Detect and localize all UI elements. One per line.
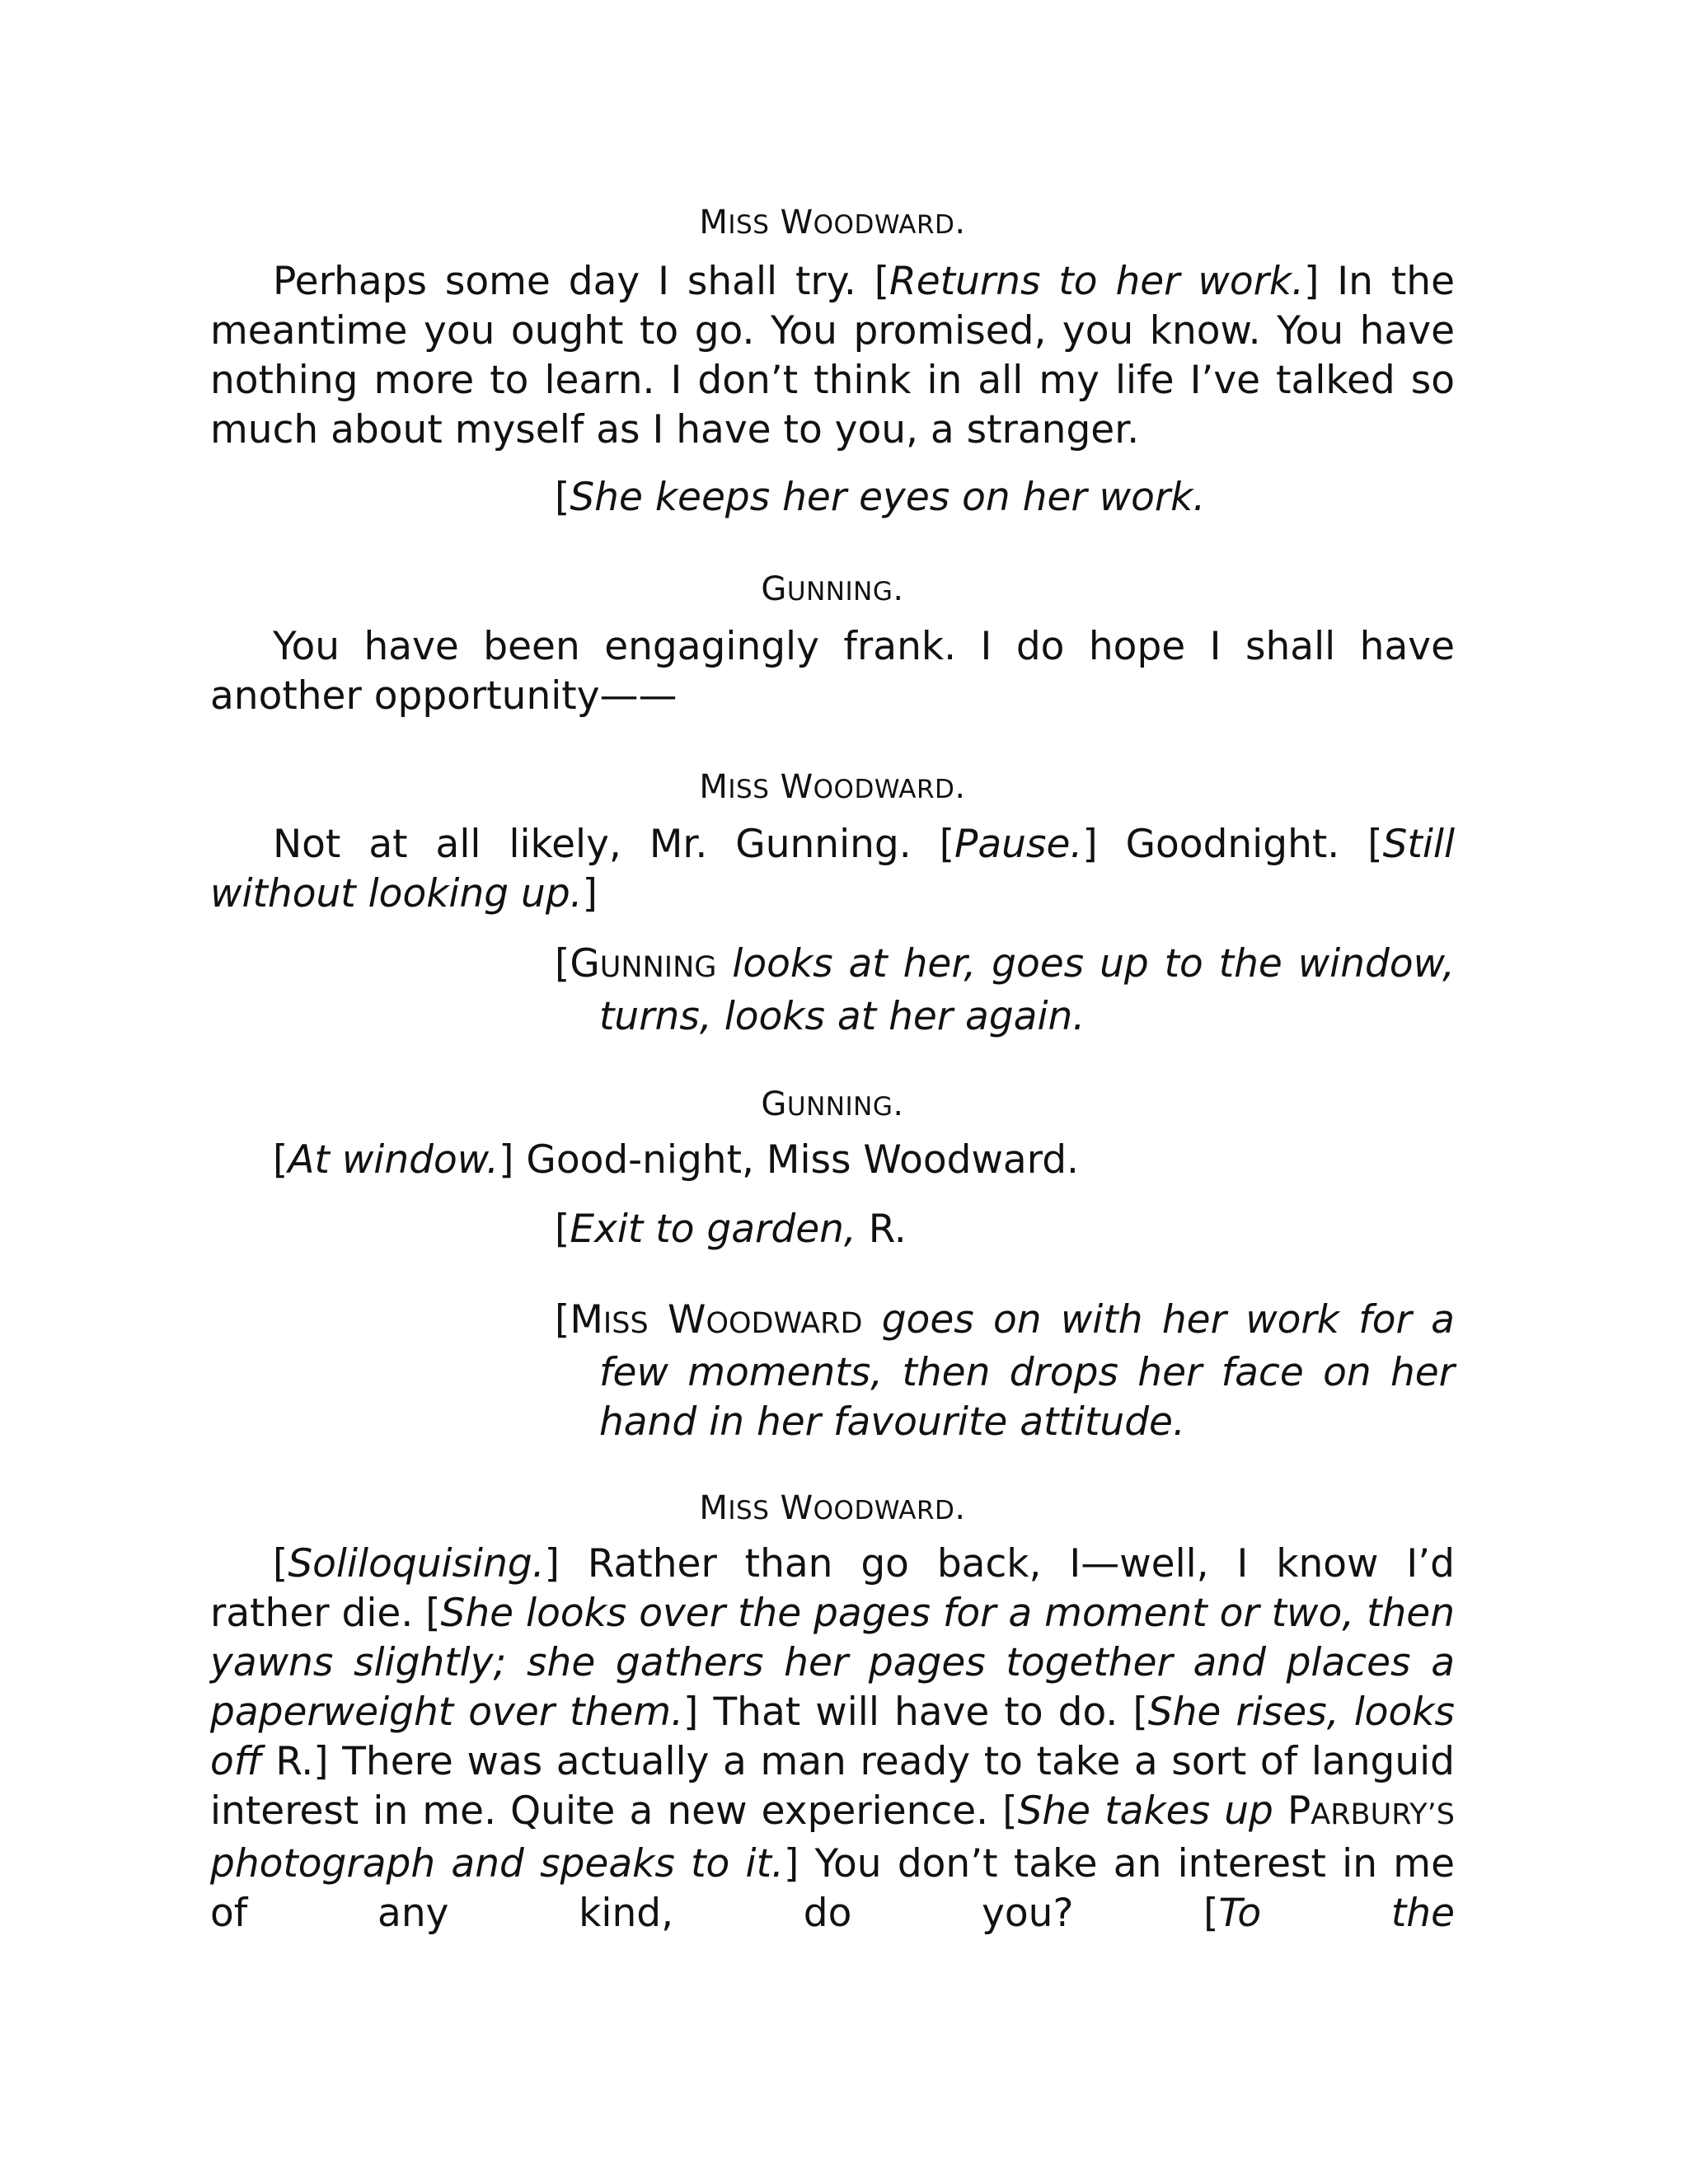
character-initial: W [648, 1297, 706, 1343]
speaker-gunning [210, 565, 1455, 616]
speaker-initial: M [699, 768, 729, 806]
speaker-miss-woodward [210, 762, 1455, 814]
speaker-smallcaps: ISS [728, 775, 770, 804]
speaker-period: . [893, 1085, 904, 1123]
dialogue-text: ] [582, 871, 598, 916]
stage-direction [555, 940, 1455, 1042]
stage-direction [555, 1296, 1455, 1447]
stage-direction-text: She keeps her eyes on her work. [570, 475, 1206, 520]
dialogue-text: You have been engagingly frank. I do hope I shall have another opportunity—— [210, 624, 1455, 719]
dialogue-text: Perhaps some day I shall try. [ [273, 259, 890, 304]
bracket: [ [555, 1207, 570, 1252]
character-smallcaps: UNNING [599, 951, 717, 984]
dialogue-paragraph [210, 1540, 1455, 1938]
speaker-miss-woodward [210, 198, 1455, 250]
speaker-initial: M [699, 1489, 729, 1527]
stage-direction-inline: At window. [288, 1137, 499, 1183]
dialogue-paragraph [210, 622, 1455, 721]
speaker-initial: W [780, 1489, 814, 1527]
dialogue-text: ] You don’t take an interest in me of any kind, do you? [ [210, 1841, 1455, 1936]
stage-direction [555, 1205, 1455, 1254]
stage-direction-inline: She looks over the pages for a moment or two, then yawns slightly; she gathers her pages together and places a paperweight over them. [210, 1591, 1456, 1735]
stage-direction-text: Exit to garden, [570, 1207, 869, 1252]
bracket: [ [555, 941, 570, 987]
speaker-initial: W [780, 768, 814, 806]
bracket: [ [273, 1541, 288, 1586]
speaker-period: . [954, 204, 966, 241]
character-smallcaps: OODWARD [706, 1307, 863, 1340]
speaker-miss-woodward [210, 1483, 1455, 1535]
speaker-initial: G [761, 1085, 787, 1123]
stage-position: R. [275, 1739, 314, 1784]
speaker-initial: W [780, 204, 814, 241]
bracket: [ [273, 1137, 288, 1183]
speaker-smallcaps: OODWARD [813, 210, 955, 240]
character-smallcaps: ISS [603, 1307, 649, 1340]
stage-direction-inline: She rises, looks off [210, 1690, 1455, 1784]
speaker-initial: M [699, 204, 729, 241]
speaker-smallcaps: OODWARD [813, 1496, 955, 1526]
dialogue-text: ] Goodnight. [ [1082, 822, 1383, 867]
character-initial: M [570, 1297, 603, 1343]
speaker-period: . [893, 570, 904, 608]
script-page [210, 0, 1455, 2184]
bracket: [ [555, 1297, 570, 1343]
dialogue-text: Not at all likely, Mr. Gunning. [ [273, 822, 955, 867]
stage-direction-text: looks at her, goes up to the window, turns, looks at her again. [599, 941, 1455, 1039]
speaker-smallcaps: OODWARD [813, 775, 955, 804]
dialogue-paragraph [210, 257, 1455, 455]
character-initial: P [1287, 1788, 1311, 1834]
dialogue-text: ] Rather than go back, I—well, I know I’d rather die. [ [210, 1541, 1455, 1636]
stage-direction-inline: Returns to her work. [889, 259, 1305, 304]
speaker-gunning [210, 1080, 1455, 1132]
dialogue-text: ] Good-night, Miss Woodward. [499, 1137, 1080, 1183]
speaker-smallcaps: ISS [728, 210, 770, 240]
speaker-period: . [954, 768, 966, 806]
dialogue-text: ] That will have to do. [ [683, 1690, 1148, 1735]
character-initial: G [570, 941, 600, 987]
speaker-smallcaps: ISS [728, 1496, 770, 1526]
bracket: [ [555, 475, 570, 520]
dialogue-text: ] There was actually a man ready to take a sort of languid interest in me. Quite a new experience. [ [210, 1739, 1455, 1834]
stage-direction-inline: Still without looking up. [210, 822, 1455, 916]
dialogue-text: ] In the meantime you ought to go. You promised, you know. You have nothing more to learn. I don’t think in all my life I’ve talked so much about myself as I have to you, a stranger. [210, 259, 1456, 452]
character-smallcaps: ARBURY’S [1311, 1798, 1455, 1831]
speaker-smallcaps: UNNING [786, 1092, 893, 1122]
speaker-initial: G [761, 570, 787, 608]
stage-position: R. [868, 1207, 907, 1252]
stage-direction-inline: Pause. [954, 822, 1083, 867]
speaker-period: . [954, 1489, 966, 1527]
dialogue-paragraph [210, 820, 1455, 919]
dialogue-paragraph [210, 1136, 1455, 1185]
stage-direction-inline: To the [1218, 1891, 1455, 1936]
stage-direction-inline: Soliloquising. [288, 1541, 545, 1586]
stage-direction-text: goes on with her work for a few moments, then drops her face on her hand in her favourite attitude. [599, 1297, 1455, 1445]
stage-direction-inline: She takes up [1017, 1788, 1287, 1834]
speaker-smallcaps: UNNING [786, 577, 893, 607]
stage-direction-inline: photograph and speaks to it. [210, 1841, 784, 1886]
stage-direction [555, 473, 1455, 523]
